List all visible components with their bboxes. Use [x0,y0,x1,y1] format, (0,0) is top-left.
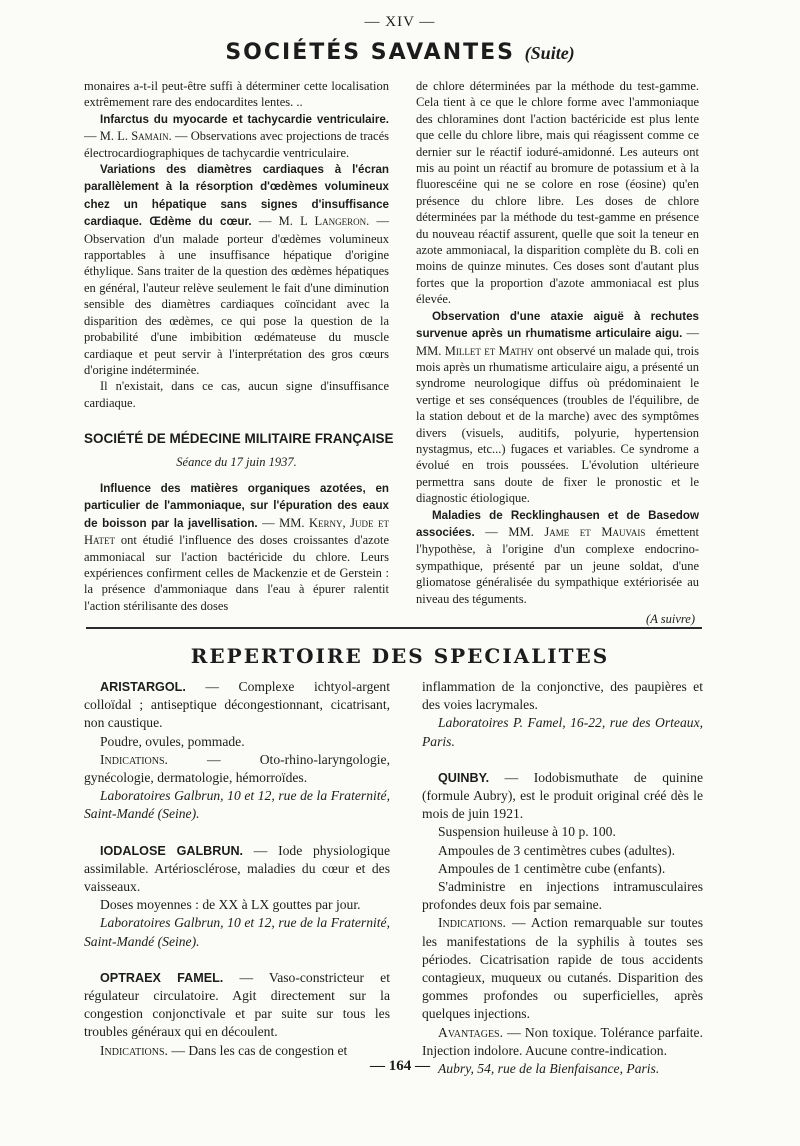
article-text: — Observation d'un malade porteur d'œdèmes volumineux rapportables à une insuffisance hépatique d'origine éthylique. Sans traiter de la question des œdèmes hépatiques en général, l'auteur relève seulement le fait d'une diminution sensible des diamètres cardiaques coïncidant avec la disparition des œdèmes, ce qui pose la question de la probabilité d'une imbibition œdémateuse du muscle cardiaque et peut servir à l'interprétation des gros cœurs d'origine indéterminée. [84,214,390,377]
article-title: Observation d'une ataxie aiguë à rechutes survenue après un rhumatisme articulaire aigu. [416,309,699,341]
title-text: SOCIÉTÉS SAVANTES [225,40,515,65]
article-author: — M. L Langeron. [258,214,370,229]
session-date: Séance du 17 juin 1937. [176,454,297,469]
repertoire-left-column [84,678,390,1060]
title-suite: (Suite) [524,43,575,63]
entry-dose: Doses moyennes : de XX à LX gouttes par jour. [100,897,361,913]
entry-iodalose [84,842,390,897]
section-divider [86,627,702,629]
repertoire-right-column [422,678,703,1078]
entry-name: ARISTARGOL. [100,680,186,694]
entry-administration: S'administre en injections intramusculaires profondes deux fois par semaine. [422,879,703,913]
article-text: ont étudié l'influence des doses croissantes d'azote ammoniacal sur l'action bactéricide du chlore. Leurs expériences confirment celles de Mackenzie et de Gerstein : la présence d'ammoniaque dans l'eau à épurer ralentit l'action stérilisante des doses [84,533,390,613]
article-author: — MM. Millet et Mathy [416,326,700,358]
entry-suspension: Suspension huileuse à 10 p. 100. [438,824,616,840]
entry-indications [422,914,703,1023]
entry-advantages [422,1024,703,1060]
article-infarctus [84,111,389,161]
article-influence [84,480,389,614]
entry-laboratory: Laboratoires Galbrun, 10 et 12, rue de la Fraternité, Saint-Mandé (Seine). [84,788,390,822]
entry-name: OPTRAEX FAMEL. [100,970,224,985]
article-author: — M. L. Samain. [84,129,172,144]
article-author: — MM. Kerny, Jude et Hatet [84,515,389,548]
indications-label: Indications. [438,915,506,931]
article-title: Variations des diamètres cardiaques à l'écran parallèlement à la résorption d'œdèmes volumineux chez un hépatique sans signes d'insuffisance cardiaque. Œdème du cœur. [84,163,389,229]
article-text: — Observations avec projections de tracés électrocardiographiques de tachycardie ventriculaire. [84,129,390,160]
article-text: émettent l'hypothèse, à l'origine d'un complexe endocrino-sympathique, présenté par un jeune soldat, d'une gliomatose généralisée du sympathique extériorisée au niveau des téguments. [416,524,700,606]
entry-optraex [84,969,390,1042]
indications-text: — Dans les cas de congestion et [171,1042,348,1058]
entry-laboratory: Laboratoires P. Famel, 16-22, rue des Orteaux, Paris. [422,715,703,749]
indications-label: Indications. [100,751,168,767]
continuation-text: monaires a-t-il peut-être suffi à déterminer cette localisation extrêmement rare des endocardites lentes. .. [84,79,389,110]
article-text: ont observé un malade qui, trois mois après un rhumatisme articulaire aigu, a présenté un syndrome neurologique diffus où prédominaient le vertige et ses conséquences (troubles de l'équilibre, de la station debout et de la marche) avec des symptômes divers (visuels, auditifs, polyurie, hypertension nystagmus, etc...) fugaces et variables. Ce syndrome a évolué en trois poussées. L'évolution ultérieure permettra sans doute de fixer le pronostic et le diagnostic étiologique. [416,343,699,506]
entry-name: QUINBY. [438,770,490,785]
article-author: — MM. Jame et Mauvais [485,524,646,539]
repertoire-title: REPERTOIRE DES SPECIALITES [190,644,610,668]
section-title: SOCIÉTÉ DE MÉDECINE MILITAIRE FRANÇAISE [84,431,394,447]
entry-aristargol [84,678,390,733]
indications-text: — Action remarquable sur toutes les manifestations de la syphilis à toutes ses périodes. Cicatrisation rapide de tous accidents contagieux, muqueux ou cutanés. Disparition des gommes profondes ou superficielles, après quelques injections. [422,915,703,1022]
entry-ampoules-children: Ampoules de 1 centimètre cube (enfants). [438,860,666,876]
indications-label: Indications. [100,1042,168,1058]
article-title: Infarctus du myocarde et tachycardie ventriculaire. [100,112,389,126]
indications-text: — Oto-rhino-laryngologie, gynécologie, dermatologie, hémorroïdes. [84,751,390,786]
roman-page-number: — XIV — [364,14,436,30]
entry-laboratory: Laboratoires Galbrun, 10 et 12, rue de la Fraternité, Saint-Mandé (Seine). [84,915,390,949]
advantages-text: — Non toxique. Tolérance parfaite. Injection indolore. Aucune contre-indication. [422,1024,703,1058]
entry-indications [84,751,390,787]
article-title: Maladies de Recklinghausen et de Basedow associées. [416,508,699,539]
entry-desc: — Iode physiologique assimilable. Artériosclérose, maladies du cœur et des vaisseaux. [84,842,390,895]
entry-quinby [422,769,703,824]
entry-name: IODALOSE GALBRUN. [100,843,244,858]
to-be-continued: (A suivre) [646,612,695,626]
entry-desc: — Iodobismuthate de quinine (formule Aubry), est le produit original créé dès le mois de juin 1921. [422,769,703,822]
entry-desc: — Complexe ichtyol-argent colloïdal ; antiseptique décongestionnant, cicatrisant, non caustique. [84,679,390,731]
page-title [0,40,800,65]
article-ataxie [416,308,699,507]
right-column [416,78,699,627]
article-note: Il n'existait, dans ce cas, aucun signe d'insuffisance cardiaque. [84,379,389,410]
entry-ampoules-adults: Ampoules de 3 centimètres cubes (adultes). [438,842,676,858]
continuation-text: de chlore déterminées par la méthode du test-gamme. Cela tient à ce que le chlore forme avec l'ammoniaque des chloramines dont l'action bactéricide est plus lente que celle du chlore libre, mais qui réagissent comme ce dernier sur le réactif ioduré-amidonné. Les auteurs ont mis au point un réactif au bromure de potassium et à la fluorescéine qui ne se colore en rose (éosine) qu'en présence du chlore libre. Les doses de chlore déterminées par la méthode du test-gamme en présence du nouveau réactif assurent, quelle que soit la teneur en azote ammoniacal, la disparition complète du B. coli en moins de quinze minutes. Ces doses sont d'autant plus fortes que la proportion d'azote ammoniacal est plus élevée. [416,79,699,307]
article-variations [84,161,389,378]
advantages-label: Avantages. [438,1024,504,1040]
left-column [84,78,394,614]
article-maladies [416,507,699,607]
page-number: — 164 — [370,1058,430,1074]
entry-continuation: inflammation de la conjonctive, des paupières et des voies lacrymales. [422,679,703,713]
entry-desc: — Vaso-constricteur et régulateur circulatoire. Agit directement sur la congestion conjonctivale et par suite sur tous les troubles généraux qui en découlent. [84,969,390,1040]
entry-laboratory: Aubry, 54, rue de la Bienfaisance, Paris. [438,1061,660,1077]
article-title: Influence des matières organiques azotées, en particulier de l'ammoniaque, sur l'épuration des eaux de boisson par la javellisation. [84,481,389,530]
entry-forms: Poudre, ovules, pommade. [100,733,245,749]
